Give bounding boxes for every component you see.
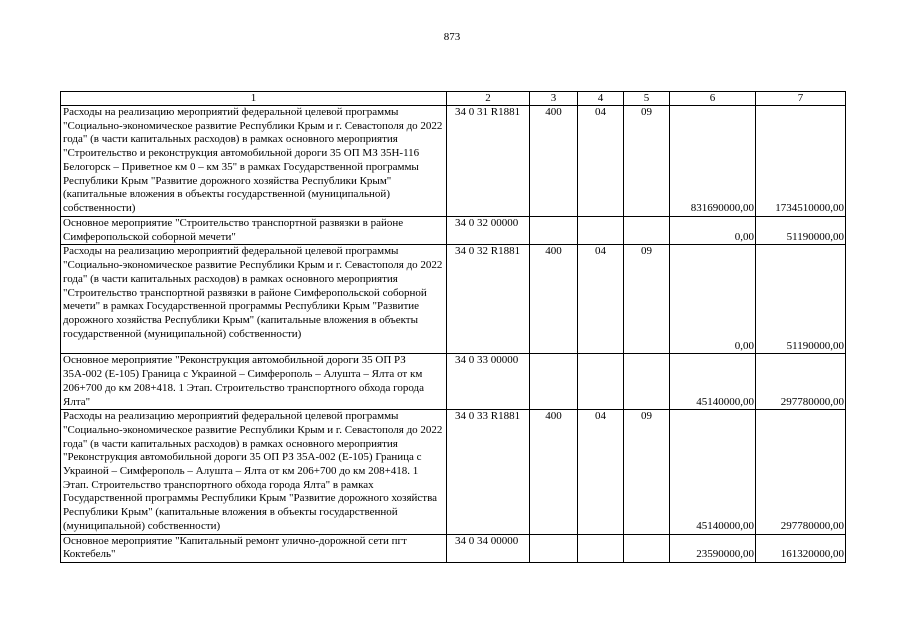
- section-code: 04: [578, 410, 624, 534]
- section-code: [578, 354, 624, 410]
- section-code: 04: [578, 106, 624, 217]
- subsection-code: 09: [624, 245, 670, 354]
- amount-col6: 0,00: [670, 245, 756, 354]
- subsection-code: [624, 534, 670, 562]
- target-article-code: 34 0 32 R1881: [447, 245, 530, 354]
- amount-col7: 51190000,00: [756, 245, 846, 354]
- subsection-code: 09: [624, 410, 670, 534]
- expense-type-code: [530, 217, 578, 245]
- item-description: Основное мероприятие "Капитальный ремонт улично-дорожной сети пгт Коктебель": [61, 534, 447, 562]
- expense-type-code: [530, 354, 578, 410]
- section-code: [578, 217, 624, 245]
- section-code: 04: [578, 245, 624, 354]
- column-header: 3: [530, 92, 578, 106]
- table-header-row: [61, 92, 846, 106]
- page-number: 873: [443, 31, 461, 43]
- subsection-code: [624, 354, 670, 410]
- subsection-code: [624, 217, 670, 245]
- section-code: [578, 534, 624, 562]
- target-article-code: 34 0 32 00000: [447, 217, 530, 245]
- table-row: [61, 106, 846, 217]
- expense-type-code: [530, 534, 578, 562]
- table-row: [61, 217, 846, 245]
- target-article-code: 34 0 34 00000: [447, 534, 530, 562]
- column-header: 4: [578, 92, 624, 106]
- column-header: 6: [670, 92, 756, 106]
- column-header: 7: [756, 92, 846, 106]
- expense-type-code: 400: [530, 410, 578, 534]
- item-description: Основное мероприятие "Реконструкция автомобильной дороги 35 ОП РЗ 35А-002 (Е-105) Граница с Украиной – Симферополь – Алушта – Ялта от км 206+700 до км 208+418. 1 Этап. Строительство транспортного обхода города Ялта": [61, 354, 447, 410]
- amount-col6: 23590000,00: [670, 534, 756, 562]
- table-row: [61, 245, 846, 354]
- column-header: 5: [624, 92, 670, 106]
- item-description: Расходы на реализацию мероприятий федеральной целевой программы "Социально-экономическое развитие Республики Крым и г. Севастополя до 2022 года" (в части капитальных расходов) в рамках основного мероприятия "Строительство и реконструкция автомобильной дороги 35 ОП МЗ 35Н-116 Белогорск – Приветное км 0 – км 35" в рамках Государственной программы Республики Крым "Развитие дорожного хозяйства Республики Крым" (капитальные вложения в объекты государственной (муниципальной) собственности): [61, 106, 447, 217]
- table-row: [61, 410, 846, 534]
- expense-type-code: 400: [530, 245, 578, 354]
- table-row: [61, 354, 846, 410]
- amount-col6: 45140000,00: [670, 410, 756, 534]
- subsection-code: 09: [624, 106, 670, 217]
- table-row: [61, 534, 846, 562]
- amount-col6: 0,00: [670, 217, 756, 245]
- item-description: Расходы на реализацию мероприятий федеральной целевой программы "Социально-экономическое развитие Республики Крым и г. Севастополя до 2022 года" (в части капитальных расходов) в рамках основного мероприятия "Строительство транспортной развязки в районе Симферопольской соборной мечети" в рамках Государственной программы Республики Крым "Развитие дорожного хозяйства Республики Крым" (капитальные вложения в объекты государственной (муниципальной) собственности): [61, 245, 447, 354]
- amount-col7: 1734510000,00: [756, 106, 846, 217]
- amount-col7: 161320000,00: [756, 534, 846, 562]
- expense-type-code: 400: [530, 106, 578, 217]
- target-article-code: 34 0 31 R1881: [447, 106, 530, 217]
- amount-col7: 297780000,00: [756, 354, 846, 410]
- amount-col6: 45140000,00: [670, 354, 756, 410]
- amount-col7: 51190000,00: [756, 217, 846, 245]
- budget-table: [60, 91, 846, 563]
- column-header: 1: [61, 92, 447, 106]
- item-description: Расходы на реализацию мероприятий федеральной целевой программы "Социально-экономическое развитие Республики Крым и г. Севастополя до 2022 года" (в части капитальных расходов) в рамках основного мероприятия "Реконструкция автомобильной дороги 35 ОП РЗ 35А-002 (Е-105) Граница с Украиной – Симферополь – Алушта – Ялта от км 206+700 до км 208+418. 1 Этап. Строительство транспортного обхода города Ялта" в рамках Государственной программы Республики Крым "Развитие дорожного хозяйства Республики Крым" (капитальные вложения в объекты государственной (муниципальной) собственности): [61, 410, 447, 534]
- column-header: 2: [447, 92, 530, 106]
- target-article-code: 34 0 33 R1881: [447, 410, 530, 534]
- amount-col6: 831690000,00: [670, 106, 756, 217]
- item-description: Основное мероприятие "Строительство транспортной развязки в районе Симферопольской соборной мечети": [61, 217, 447, 245]
- target-article-code: 34 0 33 00000: [447, 354, 530, 410]
- amount-col7: 297780000,00: [756, 410, 846, 534]
